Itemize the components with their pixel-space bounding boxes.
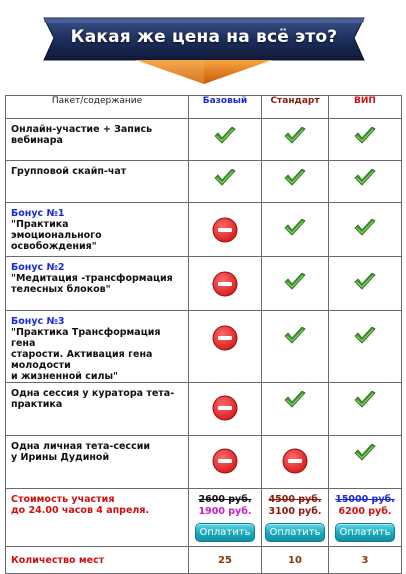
old-price: 15000 руб. <box>335 494 395 505</box>
pay-button[interactable]: Оплатить <box>335 523 395 542</box>
header-vip: ВИП <box>329 96 402 119</box>
stop-icon <box>282 448 308 477</box>
mark-cell <box>189 436 262 489</box>
table-row <box>6 119 402 161</box>
stop-icon <box>212 448 238 477</box>
seats-count: 25 <box>189 547 262 574</box>
feature-cell <box>6 311 189 383</box>
check-icon <box>354 273 376 294</box>
feature-text: Групповой скайп-чат <box>11 166 127 177</box>
stop-icon <box>212 325 238 354</box>
banner <box>40 14 368 86</box>
feature-cell <box>6 257 189 311</box>
feature-text: Одна личная тета-сессии <box>11 441 151 452</box>
check-icon <box>354 327 376 348</box>
bonus-label: Бонус №3 <box>11 316 65 327</box>
mark-cell <box>262 161 329 203</box>
price-cell <box>329 489 402 547</box>
feature-text: эмоционального освобождения" <box>11 230 102 252</box>
feature-cell <box>6 436 189 489</box>
table-row <box>6 161 402 203</box>
banner-graphic <box>40 14 368 86</box>
bonus-label: Бонус №1 <box>11 208 65 219</box>
old-price: 4500 руб. <box>268 494 322 505</box>
price-label <box>6 489 189 547</box>
feature-cell <box>6 161 189 203</box>
check-icon <box>284 327 306 348</box>
new-price: 3100 руб. <box>268 506 322 517</box>
check-icon <box>354 444 376 465</box>
price-label-line: до 24.00 часов 4 апреля. <box>11 505 150 516</box>
check-icon <box>354 169 376 190</box>
mark-cell <box>329 119 402 161</box>
mark-cell <box>262 436 329 489</box>
feature-text: и жизненной силы" <box>11 371 119 382</box>
feature-cell <box>6 383 189 436</box>
mark-cell <box>262 311 329 383</box>
mark-cell <box>189 161 262 203</box>
seats-row <box>6 547 402 574</box>
mark-cell <box>329 436 402 489</box>
mark-cell <box>329 161 402 203</box>
header-package: Пакет/содержание <box>6 96 189 119</box>
seats-count: 10 <box>262 547 329 574</box>
price-cell <box>189 489 262 547</box>
seats-count: 3 <box>329 547 402 574</box>
new-price: 1900 руб. <box>198 506 252 517</box>
feature-text: Онлайн-участие + Запись вебинара <box>11 124 153 146</box>
feature-text: Одна сессия у куратора тета- <box>11 388 175 399</box>
stop-icon <box>212 217 238 246</box>
table-row <box>6 436 402 489</box>
mark-cell <box>262 203 329 257</box>
mark-cell <box>329 383 402 436</box>
check-icon <box>284 273 306 294</box>
price-cell <box>262 489 329 547</box>
mark-cell <box>329 257 402 311</box>
check-icon <box>284 169 306 190</box>
mark-cell <box>262 383 329 436</box>
banner-title: Какая же цена на всё это? <box>70 27 338 47</box>
check-icon <box>284 219 306 240</box>
pay-button[interactable]: Оплатить <box>195 523 255 542</box>
feature-text: "Практика <box>11 219 69 230</box>
pay-button[interactable]: Оплатить <box>265 523 325 542</box>
feature-text: старости. Активация гена молодости <box>11 349 153 371</box>
stop-icon <box>212 271 238 300</box>
price-row <box>6 489 402 547</box>
mark-cell <box>262 119 329 161</box>
feature-text: "Практика Трансформация гена <box>11 327 161 349</box>
price-table <box>5 95 402 574</box>
check-icon <box>354 127 376 148</box>
mark-cell <box>189 119 262 161</box>
feature-cell <box>6 203 189 257</box>
check-icon <box>354 219 376 240</box>
table-row <box>6 383 402 436</box>
mark-cell <box>329 203 402 257</box>
feature-text: практика <box>11 399 63 410</box>
header-basic: Базовый <box>189 96 262 119</box>
price-label-line: Стоимость участия <box>11 494 115 505</box>
feature-cell <box>6 119 189 161</box>
check-icon <box>354 391 376 412</box>
seats-label: Количество мест <box>6 547 189 574</box>
mark-cell <box>329 311 402 383</box>
mark-cell <box>189 257 262 311</box>
check-icon <box>284 391 306 412</box>
mark-cell <box>189 203 262 257</box>
check-icon <box>214 169 236 190</box>
mark-cell <box>262 257 329 311</box>
table-row <box>6 311 402 383</box>
check-icon <box>284 127 306 148</box>
table-row <box>6 203 402 257</box>
stop-icon <box>212 395 238 424</box>
mark-cell <box>189 311 262 383</box>
feature-text: "Медитация -трансформация <box>11 273 173 284</box>
check-icon <box>214 127 236 148</box>
bonus-label: Бонус №2 <box>11 262 65 273</box>
new-price: 6200 руб. <box>338 506 392 517</box>
old-price: 2600 руб. <box>198 494 252 505</box>
feature-text: телесных блоков" <box>11 284 111 295</box>
header-standard: Стандарт <box>262 96 329 119</box>
feature-text: у Ирины Дудиной <box>11 452 110 463</box>
header-row <box>6 96 402 119</box>
mark-cell <box>189 383 262 436</box>
table-row <box>6 257 402 311</box>
